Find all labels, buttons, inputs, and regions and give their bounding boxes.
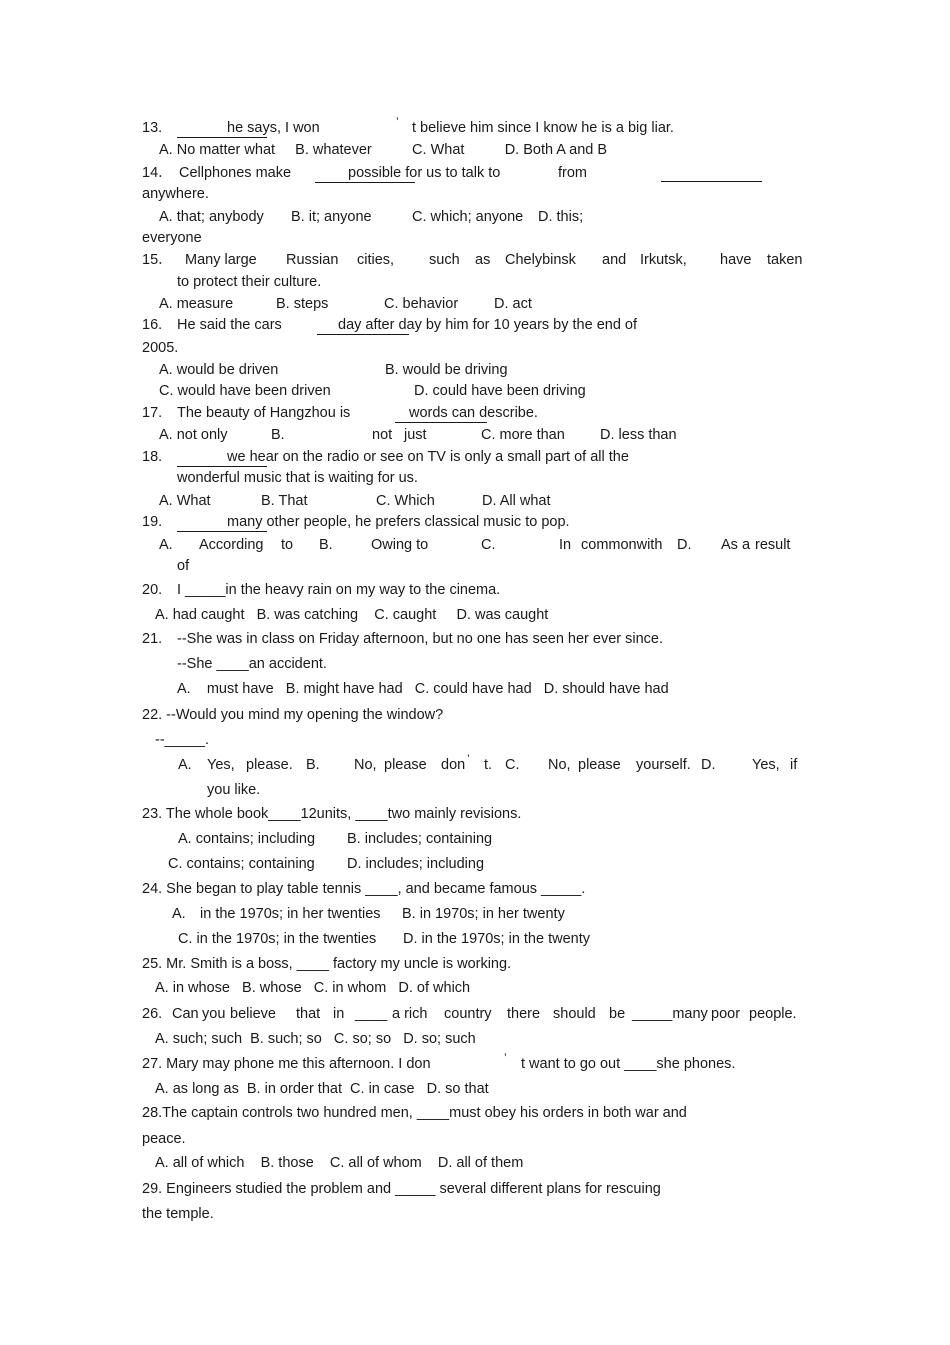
q28-stem-b: peace. (142, 1131, 186, 1147)
q29-stem-a: 29. Engineers studied the problem and _____ several different plans for rescuing (142, 1181, 661, 1197)
q26-word: that (296, 1006, 321, 1022)
q21-number: 21. (142, 631, 163, 647)
q29-stem-b: the temple. (142, 1206, 214, 1222)
q27-stem-b: t want to go out ____she phones. (521, 1056, 736, 1072)
q17-stem-a: The beauty of Hangzhou is (177, 405, 351, 421)
q18-option-a: A. What (159, 493, 211, 509)
q24-option-b: B. in 1970s; in her twenty (402, 906, 565, 922)
q15-word: such (429, 252, 460, 268)
q14-blank-1 (315, 182, 415, 183)
q22-option-word: D. (701, 757, 716, 773)
q17-number: 17. (142, 405, 163, 421)
q22-stem-a: 22. --Would you mind my opening the window? (142, 707, 444, 723)
q24-stem: 24. She began to play table tennis ____, and became famous _____. (142, 881, 586, 897)
q19-option-word: commonwith (581, 537, 663, 553)
q18-stem-a: we hear on the radio or see on TV is only a small part of all the (227, 449, 629, 465)
q19-option-word: According (199, 537, 264, 553)
q17-option-c: C. more than (481, 427, 565, 443)
q25-stem: 25. Mr. Smith is a boss, ____ factory my uncle is working. (142, 956, 512, 972)
q15-word: Chelybinsk (505, 252, 576, 268)
q15-word: as (475, 252, 491, 268)
q17-option-b: B. (271, 427, 285, 443)
q27-apostrophe: ’ (504, 1051, 507, 1065)
q22-option-word: if (790, 757, 798, 773)
q24-option-c: C. in the 1970s; in the twenties (178, 931, 377, 947)
q22-option-word: don (441, 757, 466, 773)
q14-number: 14． (142, 165, 173, 181)
q19-stem: many other people, he prefers classical music to pop. (227, 514, 570, 530)
q18-number: 18. (142, 449, 163, 465)
q13-number: 13. (142, 120, 163, 136)
q13-blank (177, 137, 267, 138)
q23-option-b: B. includes; containing (347, 831, 493, 847)
q15-word: cities, (357, 252, 395, 268)
q26-word: ____ (355, 1006, 388, 1022)
q18-option-c: C. Which (376, 493, 435, 509)
q19-option-word: of (177, 558, 190, 574)
q22-option-word: Yes, (752, 757, 780, 773)
q21-stem-a: --She was in class on Friday afternoon, but no one has seen her ever since. (177, 631, 664, 647)
q14-option-a: A. that; anybody (159, 209, 264, 225)
q14-option-d: D. this; (538, 209, 584, 225)
q13-options: A. No matter what B. whatever C. What D. Both A and B (159, 142, 608, 158)
q22-stem-b: --_____. (155, 732, 210, 748)
q16-option-b: B. would be driving (385, 362, 508, 378)
q13-stem-b: t believe him since I know he is a big liar. (412, 120, 674, 136)
q26-word: country (444, 1006, 492, 1022)
q15-word: have (720, 252, 752, 268)
q14-option-d-cont: everyone (142, 230, 202, 246)
q28-options: A. all of which B. those C. all of whom D. all of them (155, 1155, 524, 1171)
q23-option-c: C. contains; containing (168, 856, 315, 872)
q24-option-d: D. in the 1970s; in the twenty (403, 931, 590, 947)
q15-word: Russian (286, 252, 339, 268)
q26-options: A. such; such B. such; so C. so; so D. so; such (155, 1031, 476, 1047)
q19-option-word: B. (319, 537, 333, 553)
q16-stem-c: 2005. (142, 340, 179, 356)
q19-option-word: result (755, 537, 791, 553)
q15-option-d: D. act (494, 296, 532, 312)
q22-option-word: C. (505, 757, 520, 773)
q16-option-d: D. could have been driving (414, 383, 586, 399)
q27-options: A. as long as B. in order that C. in case D. so that (155, 1081, 489, 1097)
q22-option-word: please (384, 757, 427, 773)
q17-option-b-word: not (372, 427, 393, 443)
q13-apostrophe: ’ (396, 115, 399, 129)
q25-options: A. in whose B. whose C. in whom D. of which (155, 980, 471, 996)
q28-stem-a: 28.The captain controls two hundred men, ____must obey his orders in both war and (142, 1105, 687, 1121)
q19-blank (177, 531, 267, 532)
q26-word: you (202, 1006, 226, 1022)
q14-stem-d: anywhere. (142, 186, 209, 202)
q21-stem-b: --She ____an accident. (177, 656, 327, 672)
q21-options: A. must have B. might have had C. could have had D. should have had (177, 681, 669, 697)
q15-number: 15． (142, 252, 173, 268)
q26-word: be (609, 1006, 626, 1022)
q22-option-word: A. (178, 757, 192, 773)
q16-option-c: C. would have been driven (159, 383, 331, 399)
q16-option-a: A. would be driven (159, 362, 279, 378)
q16-blank (317, 334, 409, 335)
q15-option-b: B. steps (276, 296, 329, 312)
q15-word: Irkutsk, (640, 252, 687, 268)
q16-stem-a: He said the cars (177, 317, 282, 333)
q13-stem-a: he says, I won (227, 120, 320, 136)
q16-number: 16. (142, 317, 163, 333)
q20-stem: I _____in the heavy rain on my way to the cinema. (177, 582, 501, 598)
q26-word: 26. (142, 1006, 163, 1022)
q14-option-c: C. which; anyone (412, 209, 524, 225)
q14-option-b: B. it; anyone (291, 209, 372, 225)
q14-blank-2 (661, 181, 762, 182)
q22-option-word: B. (306, 757, 320, 773)
q26-word: Can (172, 1006, 199, 1022)
q26-word: people. (749, 1006, 797, 1022)
q26-word: believe (230, 1006, 276, 1022)
q14-stem-b: possible for us to talk to (348, 165, 501, 181)
q20-number: 20. (142, 582, 163, 598)
q22-option-word: No, (354, 757, 377, 773)
q26-word: poor (711, 1006, 741, 1022)
q15-stem-cont: to protect their culture. (177, 274, 322, 290)
q15-option-a: A. measure (159, 296, 234, 312)
q22-option-word: please. (246, 757, 293, 773)
q22-option-word: Yes, (207, 757, 235, 773)
q15-word: taken (767, 252, 803, 268)
q19-option-word: As a (721, 537, 751, 553)
q19-option-word: D. (677, 537, 692, 553)
q24-option-a: in the 1970s; in her twenties (200, 906, 381, 922)
q19-option-word: In (559, 537, 572, 553)
q15-option-c: C. behavior (384, 296, 459, 312)
q22-option-word: please (578, 757, 621, 773)
q17-option-a: A. not only (159, 427, 228, 443)
q19-option-word: to (281, 537, 294, 553)
q15-word: Many large (185, 252, 257, 268)
q19-option-word: Owing to (371, 537, 429, 553)
q26-word: _____many (632, 1006, 708, 1022)
q17-option-b-word: just (404, 427, 427, 443)
q14-stem-c: from (558, 165, 587, 181)
q22-option-word: you like. (207, 782, 261, 798)
q23-option-a: A. contains; including (178, 831, 316, 847)
q17-stem-b: words can describe. (409, 405, 538, 421)
q26-word: in (333, 1006, 345, 1022)
q27-stem-a: 27. Mary may phone me this afternoon. I don (142, 1056, 431, 1072)
q26-word: should (553, 1006, 596, 1022)
q22-option-word: t. (484, 757, 493, 773)
q26-word: there (507, 1006, 541, 1022)
q26-word: a rich (392, 1006, 428, 1022)
q17-option-d: D. less than (600, 427, 677, 443)
q20-options: A. had caught B. was catching C. caught D. was caught (155, 607, 549, 623)
q18-stem-b: wonderful music that is waiting for us. (177, 470, 418, 486)
q23-stem: 23. The whole book____12units, ____two mainly revisions. (142, 806, 522, 822)
q24-option-a-label: A. (172, 906, 186, 922)
q18-option-d: D. All what (482, 493, 551, 509)
q18-option-b: B. That (261, 493, 308, 509)
q17-blank (395, 422, 487, 423)
q19-number: 19. (142, 514, 163, 530)
q22-apostrophe: ’ (467, 752, 470, 766)
q19-option-word: A. (159, 537, 173, 553)
q18-blank (177, 466, 267, 467)
q22-option-word: No, (548, 757, 571, 773)
q23-option-d: D. includes; including (347, 856, 485, 872)
q22-option-word: yourself. (636, 757, 691, 773)
q15-word: and (602, 252, 627, 268)
q14-stem-a: Cellphones make (179, 165, 292, 181)
q19-option-word: C. (481, 537, 496, 553)
q16-stem-b: day after day by him for 10 years by the end of (338, 317, 638, 333)
